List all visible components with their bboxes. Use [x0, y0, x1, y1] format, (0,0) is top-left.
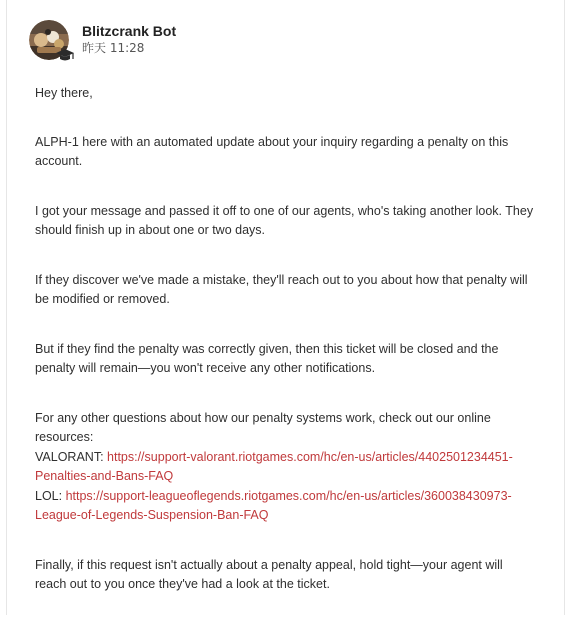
- message-header: [29, 20, 176, 66]
- correct-paragraph: But if they find the penalty was correctly given, then this ticket will be closed and the penalty will remain—you won't receive any other notifications.: [35, 341, 499, 375]
- mistake-paragraph: If they discover we've made a mistake, they'll reach out to you about how that penalty will be modified or removed.: [35, 272, 528, 306]
- greeting-paragraph: Hey there,: [35, 86, 93, 100]
- author-info: [82, 20, 176, 56]
- intro-paragraph: ALPH-1 here with an automated update about your inquiry regarding a penalty on this account.: [35, 134, 509, 168]
- author-name[interactable]: Blitzcrank Bot: [82, 23, 177, 39]
- graduation-cap-icon: [55, 48, 75, 64]
- message-body: [35, 84, 535, 625]
- status-paragraph: I got your message and passed it off to one of our agents, who's taking another look. They should finish up in about one or two days.: [35, 203, 534, 237]
- lol-faq-link[interactable]: https://support-leagueoflegends.riotgames.com/hc/en-us/articles/360038430973-League-of-Legends-Suspension-Ban-FAQ: [35, 488, 512, 522]
- closing-paragraph: Finally, if this request isn't actually about a penalty appeal, hold tight—your agent will reach out to you once they've had a look at the ticket.: [35, 557, 503, 591]
- valorant-label: VALORANT:: [35, 449, 108, 464]
- valorant-faq-link[interactable]: https://support-valorant.riotgames.com/hc/en-us/articles/4402501234451-Penalties-and-Bans-FAQ: [35, 449, 513, 483]
- resources-intro: For any other questions about how our penalty systems work, check out our online resources:: [35, 410, 491, 444]
- message-timestamp: 昨天 11:28: [82, 41, 145, 55]
- avatar-container[interactable]: [29, 20, 69, 60]
- lol-label: LOL:: [35, 488, 66, 503]
- resources-paragraph: [35, 409, 535, 526]
